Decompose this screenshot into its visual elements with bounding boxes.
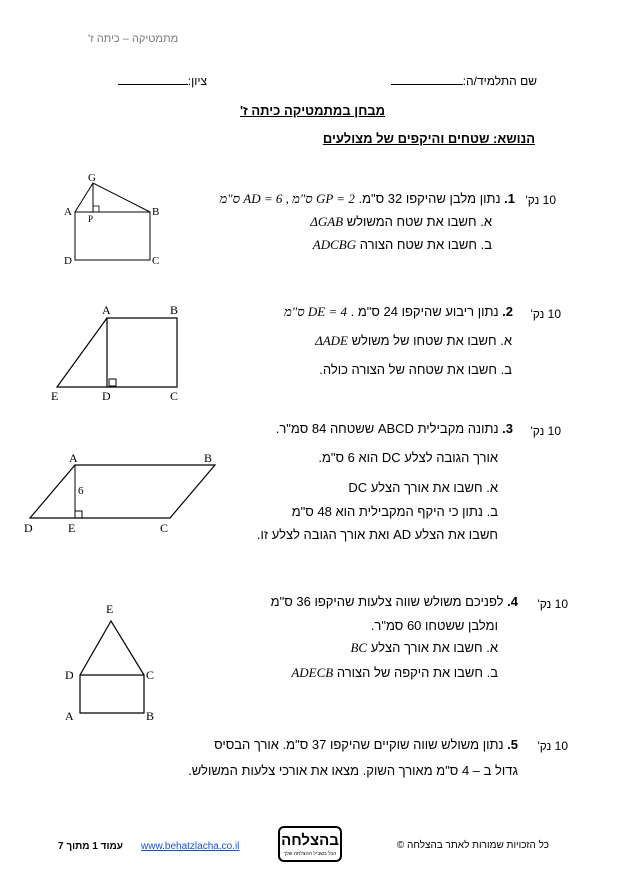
q1-part-b <box>313 236 492 254</box>
q4-b-text: חשבו את היקפה של הצורה <box>336 665 483 680</box>
q2-points: 10 נק' <box>530 307 561 321</box>
q1-right-angle <box>93 206 99 212</box>
q3-parallelogram <box>30 465 215 518</box>
q2-text: נתון ריבוע שהיקפו 24 ס"מ . <box>350 304 499 319</box>
q3-label-height: 6 <box>78 485 84 497</box>
student-name-line <box>391 72 463 85</box>
q3-label-c: C <box>160 521 169 535</box>
q2-b-text: חשבו את שטחה של הצורה כולה. <box>319 362 497 377</box>
grade-label: ציון: <box>187 74 207 88</box>
q4-a-math: BC <box>350 640 368 655</box>
q3-label-a: A <box>69 451 78 465</box>
q4-points: 10 נק' <box>537 597 568 611</box>
q2-diagram <box>45 302 195 402</box>
q1-label-p: P <box>88 214 94 224</box>
website-link[interactable]: www.behatzlacha.co.il <box>141 841 240 852</box>
logo-text: בהצלחה <box>281 832 339 849</box>
q3-label-e: E <box>68 521 76 535</box>
q4-part-a <box>350 639 498 657</box>
q2-part-b <box>319 361 512 379</box>
q1-label-b: B <box>152 206 160 218</box>
q1-a-math: ΔGAB <box>310 214 344 229</box>
header-subject: מתמטיקה – כיתה ז' <box>88 33 179 45</box>
q1-rectangle <box>75 212 150 260</box>
q4-label-b: B <box>146 709 155 723</box>
q1-label-d: D <box>64 255 72 267</box>
q3-b-text: נתון כי היקף המקבילית הוא 48 ס"מ <box>291 504 483 519</box>
q3-a-mark: א. <box>486 480 498 495</box>
grade-field[interactable] <box>118 72 207 88</box>
q1-label-g: G <box>88 172 96 184</box>
q4-a-mark: א. <box>486 640 498 655</box>
q5-points: 10 נק' <box>537 739 568 753</box>
exam-topic: הנושא: שטחים והיקפים של מצולעים <box>322 131 535 146</box>
q3-number: 3. <box>502 421 513 436</box>
q1-text: נתון מלבן שהיקפו 32 ס"מ. <box>358 191 501 206</box>
q4-label-e: E <box>106 602 114 616</box>
q4-a-text: חשבו את אורך הצלע <box>370 640 483 655</box>
q4-b-math: ADECB <box>291 665 334 680</box>
q1-b-math: ADCBG <box>312 237 357 252</box>
q4-label-d: D <box>65 668 74 682</box>
q2-a-math: ΔADE <box>315 333 348 348</box>
q3-points: 10 נק' <box>530 424 561 438</box>
q1-points: 10 נק' <box>525 193 556 207</box>
q4-part-b <box>291 664 498 682</box>
q1-part-a <box>310 213 492 231</box>
q2-label-e: E <box>51 389 59 402</box>
q2-right-angle <box>109 379 116 386</box>
student-name-field[interactable] <box>391 72 537 88</box>
q5-text2: גדול ב – 4 ס"מ מאורך השוק. מצאו את אורכי צלעות המשולש. <box>188 763 518 778</box>
grade-line <box>118 72 188 85</box>
page-number: עמוד 1 מתוך 7 <box>58 841 123 852</box>
q2-label-b: B <box>170 303 179 317</box>
q1-line1 <box>219 190 515 208</box>
q2-square <box>107 318 177 387</box>
q3-line1 <box>276 420 513 438</box>
q4-label-c: C <box>146 668 155 682</box>
q1-label-a: A <box>64 206 72 218</box>
q1-a-mark: א. <box>480 214 492 229</box>
q3-label-b: B <box>204 451 213 465</box>
q3-label-d: D <box>24 521 33 535</box>
q4-triangle <box>80 621 144 675</box>
footer-copyright: כל הזכויות שמורות לאתר בהצלחה © <box>396 840 549 851</box>
q4-number: 4. <box>507 594 518 609</box>
q1-label-c: C <box>152 255 160 267</box>
q2-label-d: D <box>102 389 111 402</box>
q4-rectangle <box>80 675 144 713</box>
q4-diagram <box>55 598 170 723</box>
q1-a-text: חשבו את שטח המשולש <box>346 214 477 229</box>
q4-b-mark: ב. <box>486 665 498 680</box>
site-logo <box>278 826 342 862</box>
q3-part-a <box>348 479 498 497</box>
q2-line1 <box>284 303 513 321</box>
q5-line1 <box>214 736 518 754</box>
q3-a-text: חשבו את אורך הצלע DC <box>348 480 483 495</box>
q3-b-text2: חשבו את הצלע AD ואת אורך הגובה לצלע זו. <box>256 527 498 542</box>
q3-part-b <box>292 503 498 521</box>
q2-number: 2. <box>502 304 513 319</box>
student-name-label: שם התלמיד/ה: <box>462 74 537 88</box>
q1-given: GP = 2 ס"מ , AD = 6 ס"מ <box>219 191 355 206</box>
q3-b-mark: ב. <box>486 504 498 519</box>
q3-text2: אורך הגובה לצלע DC הוא 6 ס"מ. <box>318 450 498 465</box>
q1-b-mark: ב. <box>480 237 492 252</box>
q2-triangle <box>57 318 107 387</box>
q5-number: 5. <box>507 737 518 752</box>
exam-title: מבחן במתמטיקה כיתה ז' <box>239 103 386 118</box>
q3-text: נתונה מקבילית ABCD ששטחה 84 סמ"ר. <box>275 421 499 436</box>
q2-a-text: חשבו את שטחו של משולש <box>351 333 497 348</box>
q2-b-mark: ב. <box>500 362 512 377</box>
q3-diagram <box>20 450 225 540</box>
q1-diagram <box>55 170 175 270</box>
q1-number: 1. <box>504 191 515 206</box>
q4-text: לפניכם משולש שווה צלעות שהיקפו 36 ס"מ <box>270 594 504 609</box>
q2-label-a: A <box>102 303 111 317</box>
q4-line1 <box>271 593 518 611</box>
q2-given: DE = 4 ס"מ <box>284 304 348 319</box>
q2-part-a <box>315 332 512 350</box>
q1-triangle <box>75 183 150 212</box>
q2-label-c: C <box>170 389 179 402</box>
q5-text: נתון משולש שווה שוקיים שהיקפו 37 ס"מ. אורך הבסיס <box>214 737 504 752</box>
q3-right-angle <box>75 511 82 518</box>
q2-a-mark: א. <box>500 333 512 348</box>
q1-b-text: חשבו את שטח הצורה <box>359 237 477 252</box>
q4-label-a: A <box>65 709 74 723</box>
q4-text2: ומלבן ששטחו 60 סמ"ר. <box>370 618 498 633</box>
logo-subtitle: הכל בשביל ההצלחה שלך <box>283 851 337 857</box>
